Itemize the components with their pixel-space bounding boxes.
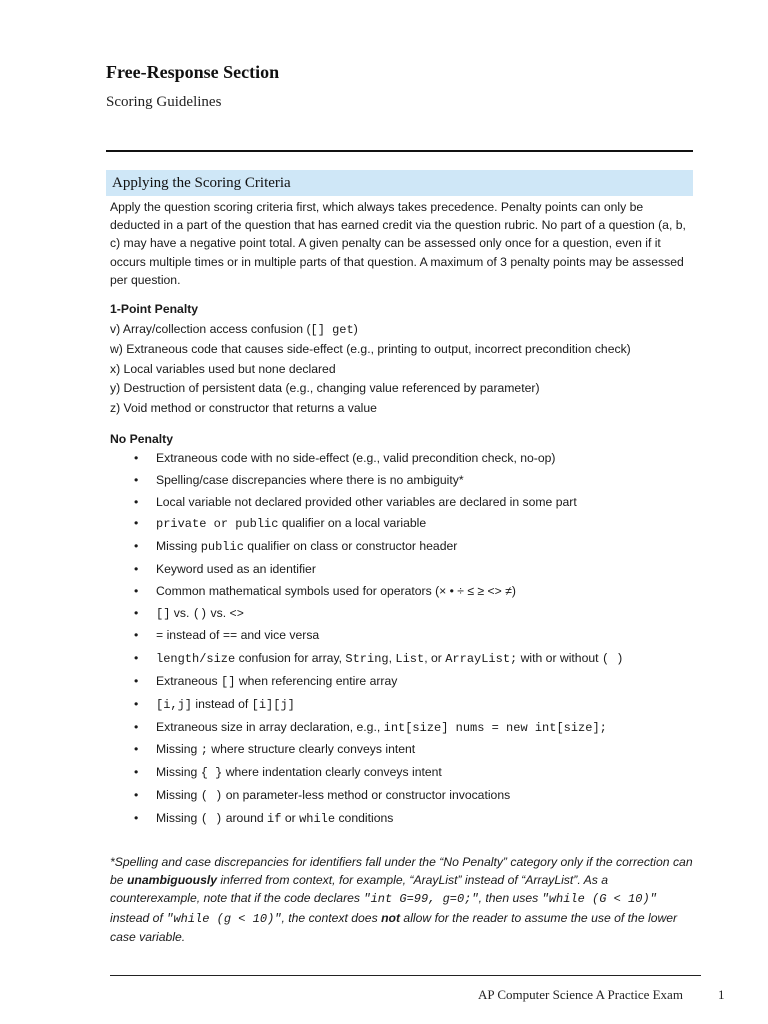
item-code: private: [156, 517, 207, 532]
bullet-icon: •: [134, 583, 139, 598]
footnote-emphasis: unambiguously: [126, 873, 218, 888]
item-code: ;: [200, 743, 208, 758]
penalty-item-w: w) Extraneous code that causes side-effect (e.g., printing to output, incorrect precondition check): [110, 342, 631, 357]
item-text: when referencing entire array: [235, 673, 398, 688]
footnote-code: "while (G < 10)": [541, 892, 657, 907]
item-code: [i,j]: [156, 697, 193, 712]
item-text: Local variable not declared provided other variables are declared in some part: [156, 494, 577, 509]
item-text: where indentation clearly conveys intent: [222, 765, 442, 780]
item-text: on parameter-less method or constructor invocations: [222, 787, 511, 802]
item-text: or: [206, 517, 236, 532]
bullet-icon: •: [134, 696, 139, 711]
item-text: Extraneous size in array declaration, e.g.,: [156, 719, 384, 734]
footnote-code: "while (g < 10)": [166, 911, 282, 926]
item-code: if: [267, 811, 282, 826]
footnote-text: , the context does: [281, 910, 382, 925]
item-code: ( ): [200, 811, 223, 826]
bullet-icon: •: [134, 742, 139, 757]
footnote-text: inferred from context, for example, “ArayList” instead of “ArrayList”. As a counterexample, note that if the code declares: [110, 873, 609, 906]
list-item: [134, 719, 694, 737]
item-text: vs.: [170, 605, 193, 620]
list-item: [134, 627, 694, 645]
item-text: and vice versa: [237, 628, 320, 643]
item-text: qualifier on class or constructor header: [243, 539, 458, 554]
penalty-v-text: v) Array/collection access confusion (: [110, 322, 311, 336]
item-text: instead of: [192, 696, 252, 711]
item-code: ( ): [200, 788, 223, 803]
item-text: Spelling/case discrepancies where there is no ambiguity*: [156, 472, 464, 487]
footnote-text: instead of: [110, 910, 167, 925]
bullet-icon: •: [134, 539, 139, 554]
bullet-icon: •: [134, 472, 139, 487]
item-code: =: [156, 629, 164, 644]
item-text: Missing: [156, 810, 201, 825]
header-divider: [106, 150, 693, 152]
list-item: [134, 650, 694, 668]
item-text: qualifier on a local variable: [278, 516, 427, 531]
item-text: Common mathematical symbols used for operators (× • ÷ ≤ ≥ <> ≠): [156, 583, 516, 598]
bullet-icon: •: [134, 605, 139, 620]
item-text: vs.: [207, 605, 230, 620]
page-title: Free-Response Section: [106, 62, 280, 82]
item-text: where structure clearly conveys intent: [207, 742, 416, 757]
page-subtitle: Scoring Guidelines: [106, 94, 222, 110]
item-text: Keyword used as an identifier: [156, 561, 316, 576]
penalty-item-x: x) Local variables used but none declared: [110, 361, 336, 376]
list-item: [134, 472, 694, 489]
footnote-text: allow for the reader to assume the use of the lower case variable.: [110, 910, 678, 944]
page-number: 1: [718, 987, 725, 1002]
penalty-item-z: z) Void method or constructor that returns a value: [110, 400, 377, 415]
list-item: [134, 515, 694, 533]
item-text: around: [222, 810, 268, 825]
bullet-icon: •: [134, 516, 139, 531]
item-text: confusion for array,: [235, 651, 346, 666]
footer-title: AP Computer Science A Practice Exam: [478, 987, 683, 1002]
item-text: or: [281, 810, 300, 825]
item-code: ==: [222, 629, 238, 644]
list-item: [134, 450, 694, 467]
one-point-penalty-heading: 1-Point Penalty: [110, 302, 199, 316]
list-item: [134, 561, 694, 578]
item-text: instead of: [163, 628, 223, 643]
item-text: Missing: [156, 787, 201, 802]
list-item: [134, 764, 694, 782]
item-code: [i][j]: [251, 697, 295, 712]
item-text: Missing: [156, 539, 201, 554]
item-code: List: [395, 652, 425, 667]
list-item: [134, 810, 694, 828]
item-code: []: [221, 674, 236, 689]
item-text: Missing: [156, 765, 201, 780]
item-text: Extraneous code with no side-effect (e.g., valid precondition check, no-op): [156, 451, 556, 465]
bullet-icon: •: [134, 651, 139, 666]
intro-paragraph: Apply the question scoring criteria first, which always takes precedence. Penalty points can only be deducted in a part of the question that has earned credit via the question rubric. No part of a question (a, b, c) may have a negative point total. A given penalty can be assessed only once for a question, even if it occurs multiple times or in multiple parts of that question. A maximum of 3 penalty points may be assessed per question.: [110, 200, 686, 287]
penalty-item-y: y) Destruction of persistent data (e.g., changing value referenced by parameter): [110, 381, 540, 396]
footnote-text: , then uses: [478, 891, 542, 906]
list-item: [134, 538, 694, 556]
footer-divider: [110, 975, 701, 976]
penalty-v-code: [] get: [310, 323, 354, 337]
item-text: conditions: [335, 810, 394, 825]
item-code: int[size] nums = new int[size];: [383, 720, 607, 735]
item-code: length/size: [156, 652, 236, 667]
footnote-text: *Spelling and case discrepancies for identifiers fall under the “No Penalty” category only if the correction can be: [110, 855, 693, 888]
list-item: [134, 605, 694, 623]
list-item: [134, 787, 694, 805]
bullet-icon: •: [134, 673, 139, 688]
list-item: [134, 583, 694, 600]
item-code: ( ): [601, 652, 624, 667]
bullet-icon: •: [134, 810, 139, 825]
footnote: [110, 853, 695, 946]
item-code: while: [299, 811, 336, 826]
footnote-code: "int G=99, g=0;": [363, 892, 479, 907]
bullet-icon: •: [134, 451, 139, 465]
list-item: [134, 696, 694, 714]
list-item: [134, 673, 694, 691]
item-code: (): [192, 606, 208, 621]
bullet-icon: •: [134, 787, 139, 802]
no-penalty-heading: No Penalty: [110, 432, 173, 446]
item-code: { }: [200, 766, 223, 781]
penalty-item-v: [110, 320, 695, 340]
bullet-icon: •: [134, 628, 139, 643]
item-text: , or: [424, 651, 446, 666]
item-text: with or without: [517, 651, 602, 666]
footnote-emphasis: not: [381, 910, 401, 925]
bullet-icon: •: [134, 719, 139, 734]
item-text: ,: [388, 651, 396, 666]
item-code: ArrayList;: [445, 652, 518, 667]
section-heading: Applying the Scoring Criteria: [106, 170, 693, 196]
item-text: Missing: [156, 742, 201, 757]
item-code: []: [156, 606, 171, 621]
no-penalty-list: [134, 450, 694, 833]
bullet-icon: •: [134, 765, 139, 780]
item-code: public: [235, 517, 279, 532]
bullet-icon: •: [134, 561, 139, 576]
list-item: [134, 494, 694, 511]
item-code: String: [345, 652, 389, 667]
one-point-penalty-list: [110, 320, 695, 418]
item-text: Extraneous: [156, 673, 222, 688]
bullet-icon: •: [134, 494, 139, 509]
penalty-v-end: ): [353, 322, 358, 336]
list-item: [134, 741, 694, 759]
item-code: public: [200, 540, 244, 555]
item-code: <>: [229, 606, 244, 621]
